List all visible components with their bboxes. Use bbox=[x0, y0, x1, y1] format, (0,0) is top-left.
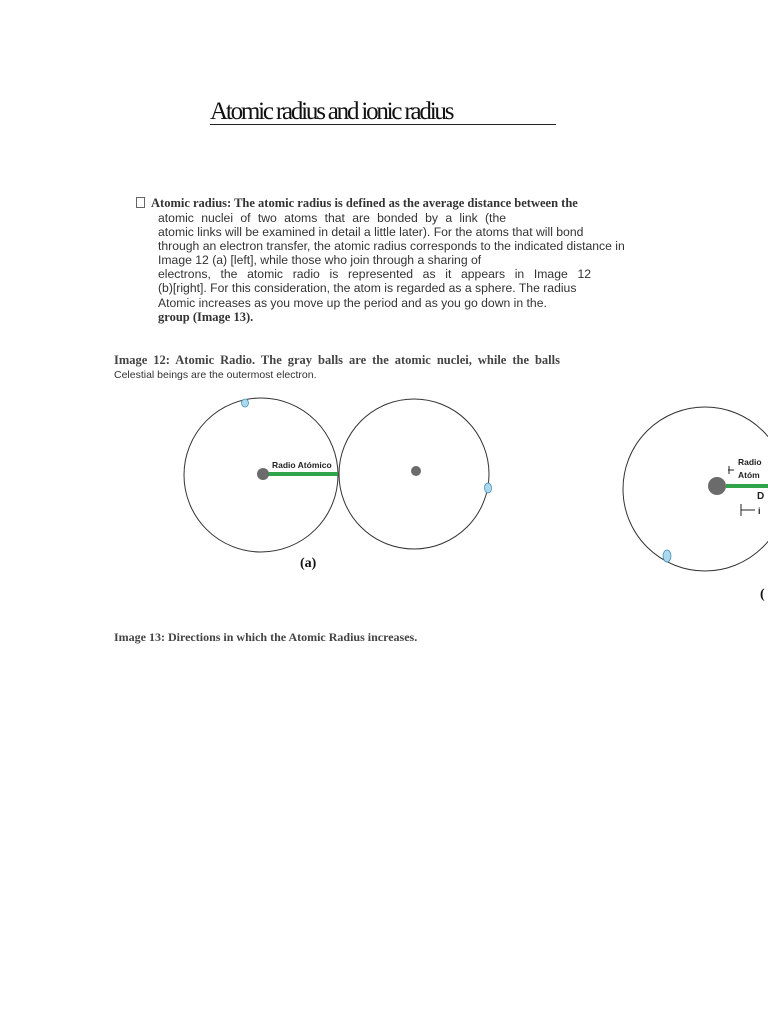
figure-b-sublabel: ( bbox=[760, 587, 765, 602]
paragraph-line: through an electron transfer, the atomic radius corresponds to the indicated distance in bbox=[158, 239, 625, 254]
figure-a bbox=[184, 398, 492, 571]
atom-b-shell bbox=[623, 407, 768, 571]
paragraph-line: Atomic increases as you move up the period and as you go down in the. bbox=[158, 295, 547, 310]
figure-b-label-3: D bbox=[757, 491, 765, 502]
paragraph-line: group (Image 13). bbox=[158, 309, 254, 324]
page-title: Atomic radius and ionic radius bbox=[210, 98, 453, 125]
figure-b-label-2: Atóm bbox=[738, 470, 760, 480]
figure-a-sublabel: (a) bbox=[300, 556, 317, 571]
image13-caption: Image 13: Directions in which the Atomic Radius increases. bbox=[114, 630, 418, 644]
nucleus-left bbox=[257, 468, 269, 480]
figure-b-label-1: Radio bbox=[738, 457, 762, 467]
paragraph-line: Image 12 (a) [left], while those who join through a sharing of bbox=[158, 253, 482, 268]
image12-caption: Image 12: Atomic Radio. The gray balls are the atomic nuclei, while the balls bbox=[114, 353, 560, 367]
paragraph-line: electrons, the atomic radio is represented as it appears in Image 12 bbox=[158, 267, 591, 282]
electron-right-edge bbox=[485, 483, 492, 493]
electron-b bbox=[663, 550, 671, 562]
bullet-lead-text: Atomic radius: The atomic radius is defined as the average distance between the bbox=[151, 196, 578, 210]
paragraph-line: (b)[right]. For this consideration, the atom is regarded as a sphere. The radius bbox=[158, 281, 577, 296]
radius-label: Radio Atómico bbox=[272, 460, 332, 470]
figure-b bbox=[623, 407, 768, 602]
paragraph-line: atomic nuclei of two atoms that are bonded by a link (the bbox=[158, 211, 506, 225]
paragraph-line: atomic links will be examined in detail a little later). For the atoms that will bond bbox=[158, 225, 584, 240]
image12-caption-continued: Celestial beings are the outermost electron. bbox=[114, 369, 317, 381]
electron-left-top bbox=[242, 399, 249, 407]
nucleus-b bbox=[708, 477, 726, 495]
figure-b-label-4: i bbox=[758, 506, 761, 516]
nucleus-right bbox=[411, 466, 421, 476]
